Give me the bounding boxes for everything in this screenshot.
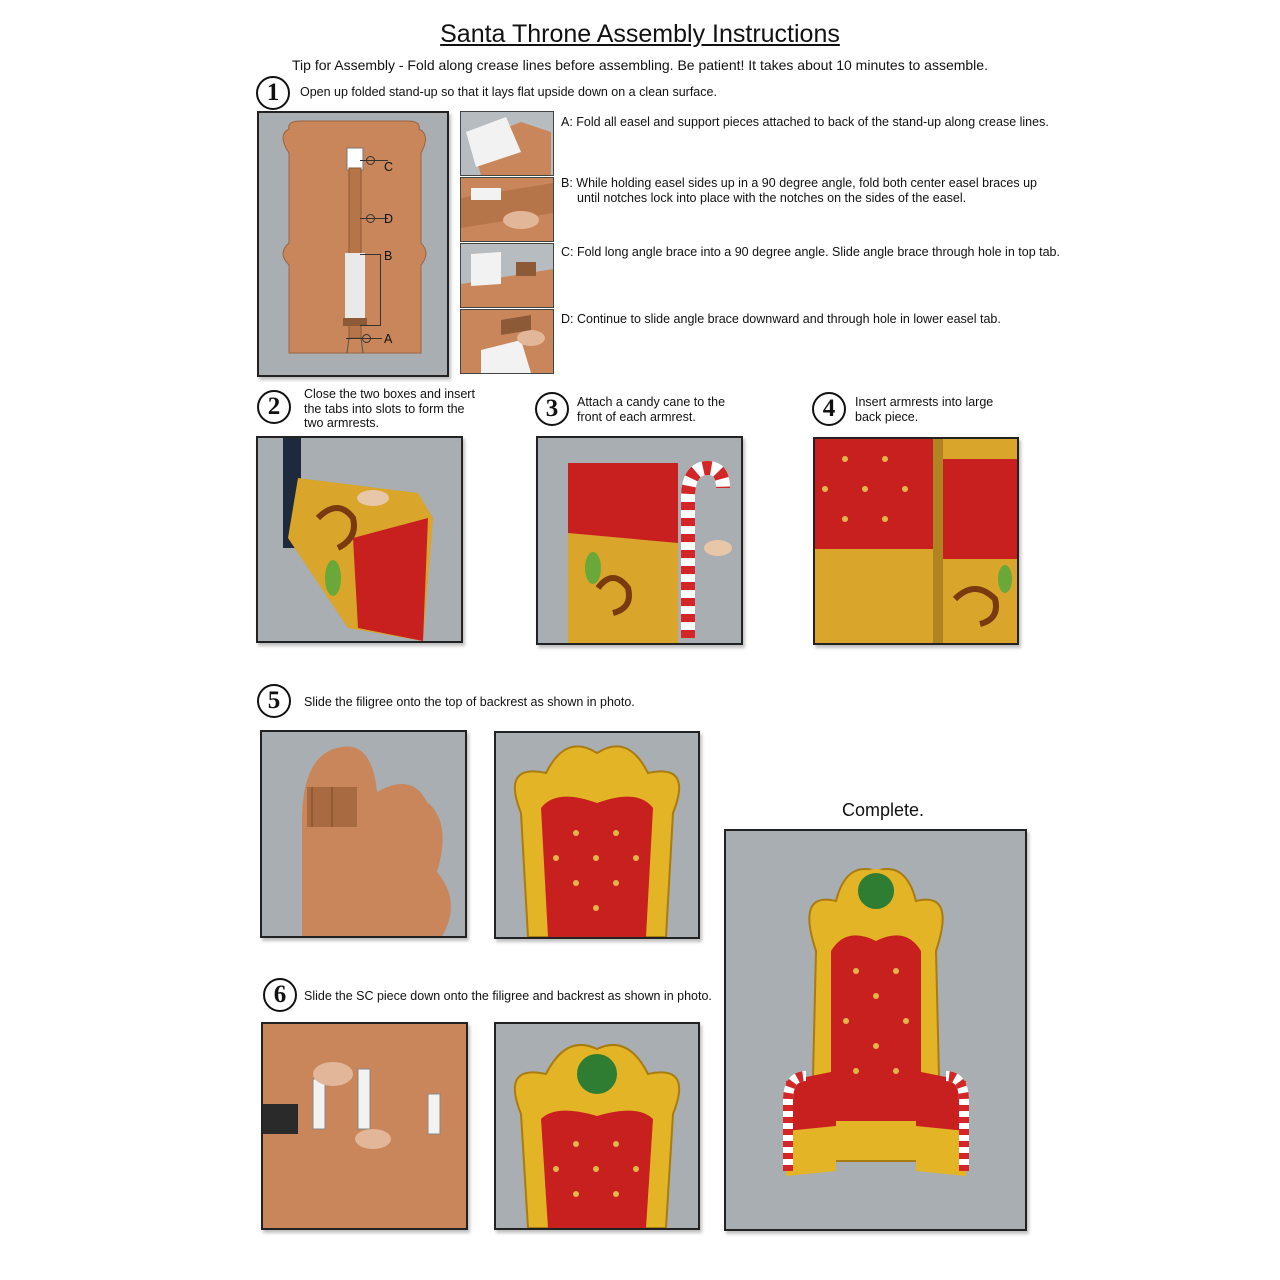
step-2-armrest-box-photo — [256, 436, 463, 643]
assembly-tip: Tip for Assembly - Fold along crease lines before assembling. Be patient! It takes about 10 minutes to assemble. — [292, 57, 988, 73]
substep-b-photo — [460, 177, 554, 242]
page-title: Santa Throne Assembly Instructions — [440, 20, 840, 48]
callout-label-b: B — [384, 249, 393, 263]
completed-throne-photo — [724, 829, 1027, 1231]
substep-a-photo — [460, 111, 554, 176]
callout-label-a: A — [384, 332, 393, 346]
step-6-sc-piece-front-photo — [494, 1022, 700, 1230]
substep-b-text: B: While holding easel sides up in a 90 degree angle, fold both center easel braces up — [561, 176, 1038, 190]
step-3-candy-cane-photo — [536, 436, 743, 645]
callout-marker-d — [366, 214, 375, 223]
substep-a-text: A: Fold all easel and support pieces attached to back of the stand-up along crease lines. — [561, 115, 1049, 129]
substep-d-photo — [460, 309, 554, 374]
callout-marker-a — [362, 334, 371, 343]
step-2-number: 2 — [257, 390, 291, 424]
callout-marker-c — [366, 156, 375, 165]
callout-bracket-b — [360, 254, 381, 326]
substep-d-text: D: Continue to slide angle brace downward and through hole in lower easel tab. — [561, 312, 1001, 326]
step-3-number: 3 — [535, 392, 569, 426]
step-4-insert-armrests-photo — [813, 437, 1019, 645]
step-5-text: Slide the filigree onto the top of backrest as shown in photo. — [304, 695, 635, 709]
step-6-sc-piece-back-photo — [261, 1022, 468, 1230]
step-5-filigree-back-photo — [260, 730, 467, 938]
step-1-text: Open up folded stand-up so that it lays flat upside down on a clean surface. — [300, 85, 717, 99]
substep-c-photo — [460, 243, 554, 308]
step-4-number: 4 — [812, 392, 846, 426]
step-6-text: Slide the SC piece down onto the filigree and backrest as shown in photo. — [304, 989, 712, 1003]
callout-label-d: D — [384, 212, 394, 226]
step-3-text: Attach a candy cane to the front of each armrest. — [577, 395, 726, 424]
step-5-filigree-front-photo — [494, 731, 700, 939]
complete-label: Complete. — [842, 800, 925, 820]
step-4-text: Insert armrests into large back piece. — [855, 395, 994, 424]
step-1-number: 1 — [256, 76, 290, 110]
callout-label-c: C — [384, 160, 394, 174]
step-2-text: Close the two boxes and insert the tabs into slots to form the two armrests. — [304, 387, 475, 430]
substep-b-text-cont: until notches lock into place with the notches on the sides of the easel. — [577, 191, 967, 205]
step-5-number: 5 — [257, 684, 291, 718]
substep-c-text: C: Fold long angle brace into a 90 degree angle. Slide angle brace through hole in top tab. — [561, 245, 1060, 259]
step-6-number: 6 — [263, 978, 297, 1012]
